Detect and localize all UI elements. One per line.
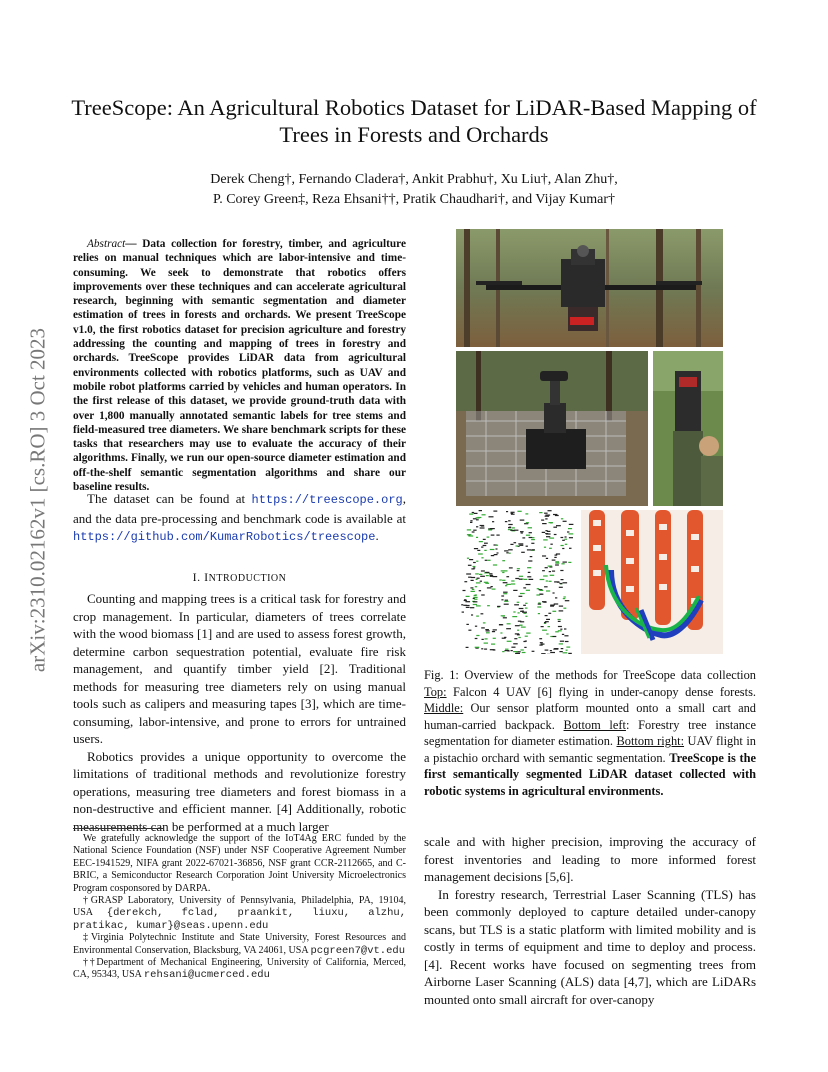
caption-highlight: TreeScope is the first semantically segmented LiDAR dataset collected with robotic systems in agricultural environments.	[424, 750, 757, 798]
intro-paragraph: Counting and mapping trees is a critical task for forestry and crop management. In particular, diameters of trees correlate with the wood biomass [1] and are used to assess forest growth, determine carbon sequestration potential, evaluate fire risk management, and quantify timber yield [2]. Traditional methods for measuring tree diameters rely on using manual tools such as calipers and measuring tapes [3], which are time-consuming, labor-intensive, and prone to errors for untrained users.	[73, 591, 406, 746]
author-list	[60, 170, 768, 210]
dataset-text-1: The dataset can be found at	[87, 491, 252, 506]
orchard-segmentation-map	[581, 510, 723, 654]
dataset-link[interactable]: https://treescope.org	[251, 493, 403, 507]
abstract	[73, 237, 406, 494]
author-line-1: Derek Cheng†, Fernando Cladera†, Ankit Prabhu†, Xu Liu†, Alan Zhu†,	[210, 172, 618, 187]
paper-title: TreeScope: An Agricultural Robotics Dataset for LiDAR-Based Mapping of Trees in Forests and Orchards	[71, 95, 757, 147]
arxiv-watermark	[18, 290, 58, 710]
section-first-letter: I	[204, 570, 209, 584]
abstract-text: Data collection for forestry, timber, and agriculture relies on manual techniques which are labor-intensive and time-consuming. We seek to demonstrate that robotics offers improvements over these techniques and can accelerate agricultural research, beginning with semantic segmentation and diameter estimation of trees in forests and orchards. We present TreeScope v1.0, the first robotics dataset for precision agriculture and forestry addressing the counting and mapping of trees in forestry and orchards. TreeScope provides LiDAR data from agricultural environments collected with robotics platforms, such as UAV and mobile robot platforms carried by vehicles and human operators. In the first release of this dataset, we provide ground-truth data with over 1,800 manually annotated semantic labels for tree stems and field-measured tree diameters. We share benchmark scripts for these tasks that researchers may use to evaluate the accuracy of their algorithms. Finally, we run our open-source diameter estimation and off-the-shelf semantic segmentation algorithms and share our baseline results.	[73, 238, 406, 494]
footnote-acknowledgment: We gratefully acknowledge the support of the IoT4Ag ERC funded by the National Science Foundation (NSF) under NSF Cooperative Agreement Number EEC-1941529, NIFA grant 2022-67021-36856, NSF grant CCR-2112665, and C-BRIC, a Semiconductor Research Corporation Joint University Microelectronics Program cosponsored by DARPA.	[73, 833, 406, 894]
uav-forest-photo	[456, 229, 723, 347]
code-link[interactable]: https://github.com/KumarRobotics/treescope	[73, 530, 376, 544]
backpack-photo	[653, 351, 723, 506]
abstract-dash: —	[125, 238, 137, 250]
email-vt: pcgreen7@vt.edu	[310, 944, 406, 957]
introduction-text	[73, 590, 406, 835]
body-paragraph: In forestry research, Terrestrial Laser Scanning (TLS) has been commonly deployed to capture detailed under-canopy scans, but TLS is a static platform with limited mobility and is costly in terms of equipment and time to deploy and process. [4]. Recent works have focused on segmenting trees from Airborne Laser Scanning (ALS) data [4,7], which are LiDARs mounted onto small aircraft for over-canopy	[424, 886, 756, 1007]
abstract-label: Abstract	[87, 238, 126, 250]
section-number: I.	[192, 570, 205, 584]
section-rest: NTRODUCTION	[208, 573, 287, 584]
arxiv-id: arXiv:2310.02162v1 [cs.RO] 3 Oct 2023	[25, 327, 50, 673]
right-body-text	[424, 833, 756, 1008]
section-heading	[73, 570, 406, 585]
footnotes	[73, 833, 406, 982]
dataset-text-2: , and the data pre-processing and benchmark code is available at	[73, 491, 406, 526]
footnote-rule	[73, 828, 163, 829]
author-line-2: P. Corey Green‡, Reza Ehsani††, Pratik Chaudhari†, and Vijay Kumar†	[212, 192, 616, 207]
footnote-1: †GRASP Laboratory, University of Pennsylvania, Philadelphia, PA, 19104, USA {derekch, fclad, praankit, liuxu, alzhu, pratikac, kumar}@seas.upenn.edu	[73, 895, 407, 932]
figure-1	[456, 229, 723, 654]
email-upenn: {derekch, fclad, praankit, liuxu, alzhu, pratikac, kumar}@seas.upenn.edu	[73, 907, 407, 932]
figure-caption: Fig. 1: Overview of the methods for TreeScope data collection Top: Falcon 4 UAV [6] flying in under-canopy dense forests. Middle: Our sensor platform mounted onto a small cart and human-carried backpack. Bottom left: Forestry tree instance segmentation for diameter estimation. Bottom right: UAV flight in a pistachio orchard with semantic segmentation. TreeScope is the first semantically segmented LiDAR dataset collected with robotic systems in agricultural environments.	[424, 668, 757, 798]
dataset-text-3: .	[375, 528, 379, 543]
dataset-paragraph	[73, 490, 406, 547]
footnote-2: ‡Virginia Polytechnic Institute and State University, Forest Resources and Environmental Conservation, Blacksburg, VA 24061, USA pcgreen7@vt.edu	[73, 932, 406, 957]
intro-paragraph: Robotics provides a unique opportunity to overcome the limitations of traditional methods and revolutionize forestry operations, measuring tree diameters and forest biomass in a non-destructive and efficient manner. [4] Additionally, robotic measurements can be performed at a much larger	[73, 748, 406, 834]
sensor-cart-photo	[456, 351, 648, 506]
tree-segmentation-pointcloud	[456, 510, 576, 654]
email-ucmerced: rehsani@ucmerced.edu	[143, 969, 270, 982]
footnote-3: ††Department of Mechanical Engineering, University of California, Merced, CA, 95343, USA rehsani@ucmerced.edu	[73, 957, 406, 982]
body-paragraph: scale and with higher precision, improving the accuracy of forest inventories and leading to more informed forest management decisions [5,6].	[424, 834, 756, 884]
